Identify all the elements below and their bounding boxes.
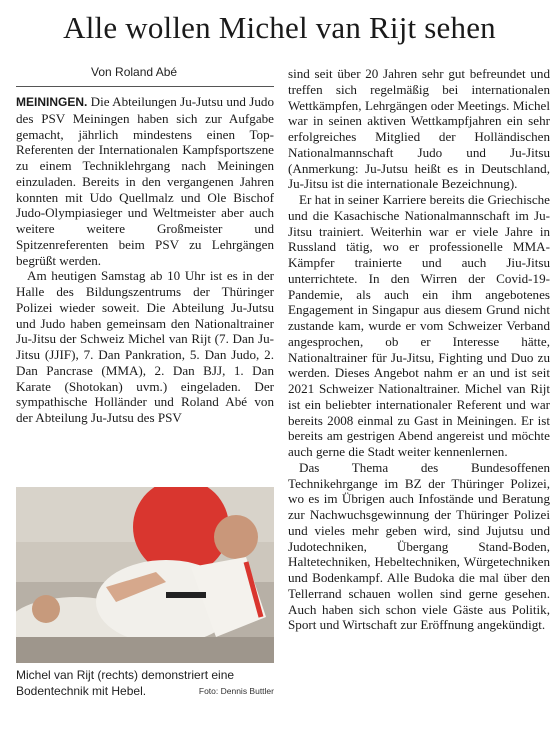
photo-caption bbox=[16, 667, 274, 699]
dateline: MEININGEN. bbox=[16, 95, 88, 109]
article-photo bbox=[16, 487, 274, 663]
judo-photo-illustration bbox=[16, 487, 274, 663]
article-column-1 bbox=[16, 94, 274, 426]
byline bbox=[16, 65, 274, 79]
article-headline: Alle wollen Michel van Rijt sehen bbox=[63, 10, 496, 45]
byline-rule bbox=[16, 86, 274, 87]
caption-text: Michel van Rijt (rechts) demonstriert eine Bodentechnik mit Hebel. bbox=[16, 668, 235, 698]
paragraph: sind seit über 20 Jahren sehr gut befreundet und treffen sich regelmäßig bei internationalen Wettkämpfen, Lehrgängen oder Meetings. Michel war in seinen aktiven Wettkampfjahren ein sehr erfolgreiches Mitglied der Holländischen Nationalmannschaft Judo und Ju-Jitsu (Anmerkung: Ju-Jutsu heißt es in Deutschland, Ju-Jitsu ist die internationale Bezeichnung). bbox=[288, 66, 550, 192]
byline-text: Von Roland Abé bbox=[91, 65, 178, 79]
paragraph bbox=[16, 94, 274, 268]
paragraph-text: Die Abteilungen Ju-Jutsu und Judo des PSV Meiningen haben sich zur Aufgabe gemacht, jährlich mindestens einen Top-Referenten der Internationalen Kampfsportszene zu einem Techniklehrgang nach Meiningen einzuladen. Bereits in den vergangenen Jahren konnten mit Udo Quellmalz und Ole Bischof Judo-Olympiasieger und Weltmeister aber auch weitere weitere Großmeister und Spitzenreferenten beim PSV zu Lehrgängen begrüßt werden. bbox=[16, 94, 274, 268]
article-column-2 bbox=[288, 66, 550, 633]
paragraph: Am heutigen Samstag ab 10 Uhr ist es in der Halle des Bildungszentrums der Thüringer Polizei wieder soweit. Die Abteilung Ju-Jutsu und Judo haben gemeinsam den Nationaltrainer Ju-Jitsu der Schweiz Michel van Rijt (7. Dan Ju-Jitsu (JJIF), 7. Dan Pankration, 5. Dan Judo, 2. Dan Pancrase (MMA), 2. Dan BJJ, 1. Dan Karate (Shotokan) uvm.) eingeladen. Der sympathische Holländer und Roland Abé von der Abteilung Ju-Jutsu des PSV bbox=[16, 268, 274, 425]
paragraph: Er hat in seiner Karriere bereits die Griechische und die Kasachische Nationalmannschaft im Ju-Jitsu trainiert. Weiterhin war er viele Jahre in Russland tätig, wo er professionelle MMA-Kämpfer trainierte und auch Jiu-Jitsu unterrichtete. In den Wirren der Covid-19-Pandemie, als auch ein ihm angebotenes Engagement in Singapur aus diesem Grund nicht zustande kam, wurde er vom Schweizer Verband angesprochen, ob er Interesse hätte, Nationaltrainer für Ju-Jitsu, Fighting und Duo zu werden. Dieses Angebot nahm er an und ist seit 2021 Schweizer Nationaltrainer. Michel van Rijt ist ein beliebter internationaler Referent und war bereits 2008 einmal zu Gast in Meiningen. Er ist bereits am gestrigen Abend angereist und möchte auch gerne die Stadt weiter kennenlernen. bbox=[288, 192, 550, 459]
photo-credit: Foto: Dennis Buttler bbox=[198, 686, 274, 696]
paragraph: Das Thema des Bundesoffenen Technikehrgange im BZ der Thüringer Polizei, wo es im Übrigen auch Infostände und Beratung zur Nachwuchsgewinnung der Thüringer Polizei und vieles mehr geben wird, sind Jujutsu und Judotechniken, Übergang Stand-Boden, Haltetechniken, Hebeltechniken, Würgetechniken und Bodenkampf. Alle Budoka die mal über den Tellerrand schauen wollen sind gerne gesehen. Auch haben sich schon viele Gäste aus Politik, Sport und Wirtschaft zur Eröffnung angekündigt. bbox=[288, 459, 550, 633]
